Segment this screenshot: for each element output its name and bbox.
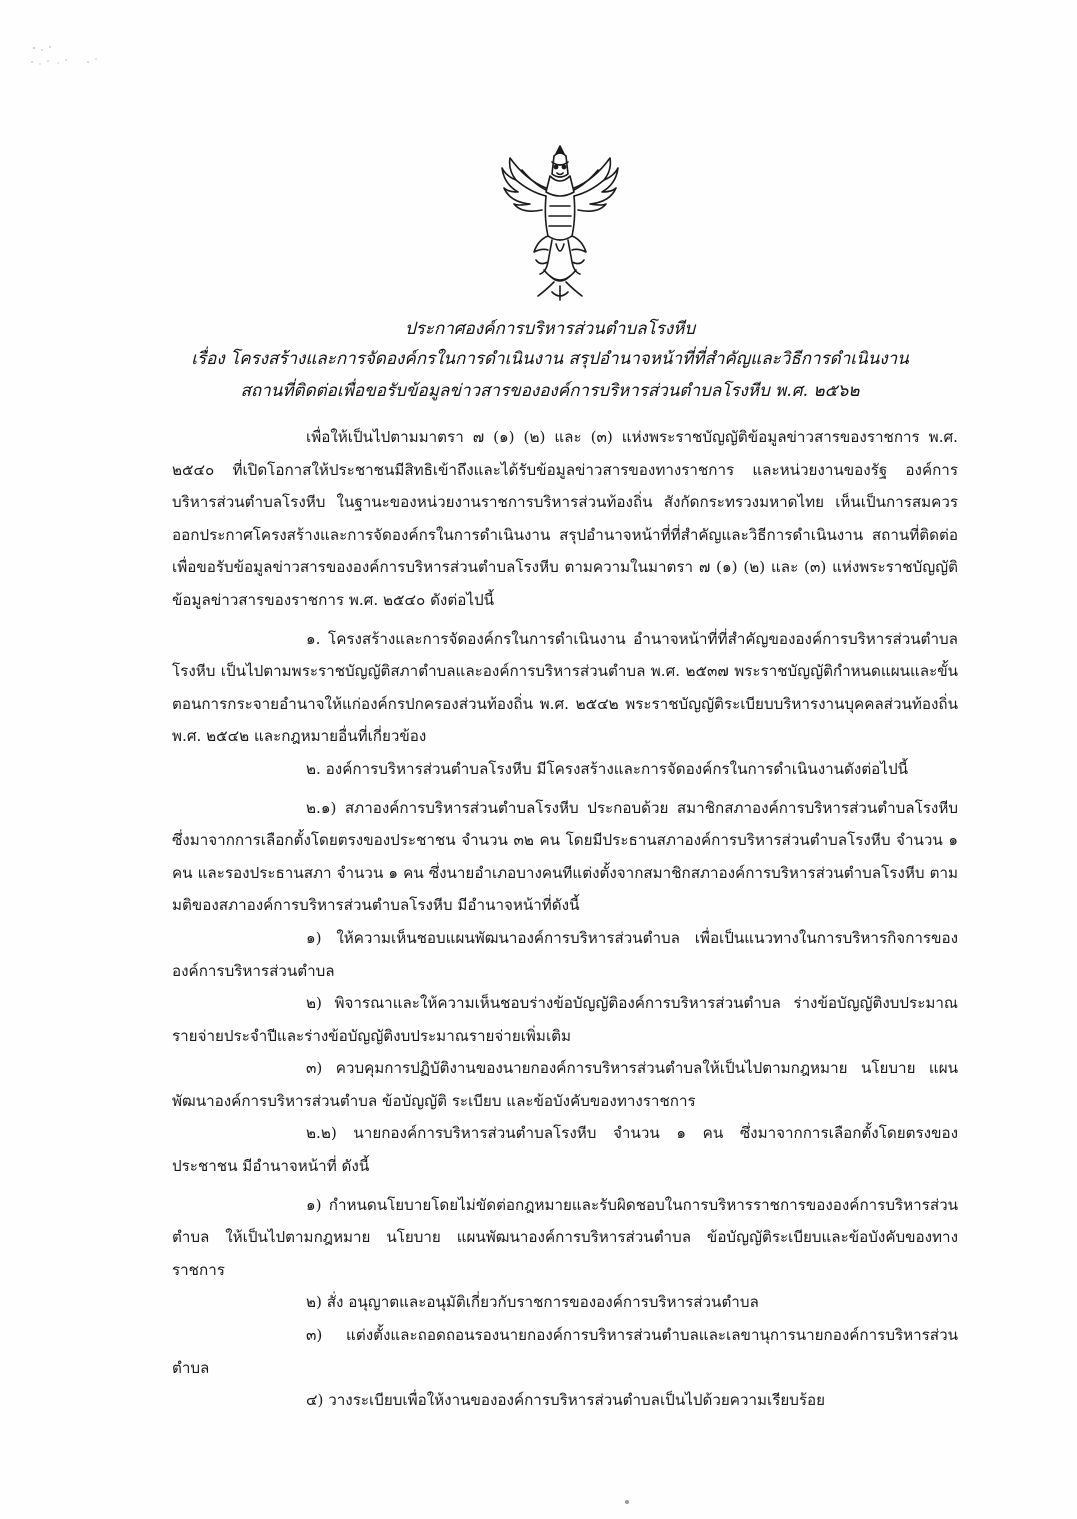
paragraph-section-2-2: ๒.๒) นายกองค์การบริหารส่วนตำบลโรงหีบ จำนวน ๑ คน ซึ่งมาจากการเลือกตั้งโดยตรงของประชาชน มีอำนาจหน้าที่ ดังนี้: [172, 1124, 958, 1176]
list-item: ๒) สั่ง อนุญาตและอนุมัติเกี่ยวกับราชการขององค์การบริหารส่วนตำบล: [306, 1293, 759, 1312]
announcement-body: [172, 421, 958, 1417]
announcement-subject: เรื่อง โครงสร้างและการจัดองค์กรในการดำเนินงาน สรุปอำนาจหน้าที่ที่สำคัญและวิธีการดำเนินงาน: [191, 349, 909, 369]
garuda-emblem-icon: [496, 140, 624, 305]
list-item: ๓) ควบคุมการปฏิบัติงานของนายกองค์การบริหารส่วนตำบลให้เป็นไปตามกฎหมาย นโยบาย แผนพัฒนาองค์การบริหารส่วนตำบล ข้อบัญญัติ ระเบียบ และข้อบังคับของทางราชการ: [172, 1059, 958, 1110]
scan-speck-marks: [28, 40, 108, 80]
list-item: ๑) กำหนดนโยบายโดยไม่ขัดต่อกฎหมายและรับผิดชอบในการบริหารราชการขององค์การบริหารส่วนตำบล ให้เป็นไปตามกฎหมาย นโยบาย แผนพัฒนาองค์การบริหารส่วนตำบล ข้อบัญญัติระเบียบและข้อบังคับของทางราชการ: [172, 1195, 958, 1279]
announcement-title: ประกาศองค์การบริหารส่วนตำบลโรงหีบ: [404, 319, 696, 339]
scan-dot-mark: [625, 1500, 629, 1504]
list-item: ๒) พิจารณาและให้ความเห็นชอบร่างข้อบัญญัติองค์การบริหารส่วนตำบล ร่างข้อบัญญัติงบประมาณรายจ่ายประจำปีและร่างข้อบัญญัติงบประมาณรายจ่ายเพิ่มเติม: [172, 994, 958, 1045]
announcement-subject-continued: สถานที่ติดต่อเพื่อขอรับข้อมูลข่าวสารขององค์การบริหารส่วนตำบลโรงหีบ พ.ศ. ๒๕๖๒: [240, 381, 860, 401]
paragraph-intro: เพื่อให้เป็นไปตามมาตรา ๗ (๑) (๒) และ (๓) แห่งพระราชบัญญัติข้อมูลข่าวสารของราชการ พ.ศ. ๒๕๔๐ ที่เปิดโอกาสให้ประชาชนมีสิทธิเข้าถึงและได้รับข้อมูลข่าวสารของทางราชการ และหน่วยงานของรัฐ องค์การบริหารส่วนตำบลโรงหีบ ในฐานะของหน่วยงานราชการบริหารส่วนท้องถิ่น สังกัดกระทรวงมหาดไทย เห็นเป็นการสมควรออกประกาศโครงสร้างและการจัดองค์กรในการดำเนินงาน สรุปอำนาจหน้าที่ที่สำคัญและวิธีการดำเนินงาน สถานที่ติดต่อเพื่อขอรับข้อมูลข่าวสารขององค์การบริหารส่วนตำบลโรงหีบ ตามความในมาตรา ๗ (๑) (๒) และ (๓) แห่งพระราชบัญญัติข้อมูลข่าวสารของราชการ พ.ศ. ๒๕๔๐ ดังต่อไปนี้: [172, 428, 958, 609]
paragraph-section-1: ๑. โครงสร้างและการจัดองค์กรในการดำเนินงาน อำนาจหน้าที่ที่สำคัญขององค์การบริหารส่วนตำบลโรงหีบ เป็นไปตามพระราชบัญญัติสภาตำบลและองค์การบริหารส่วนตำบล พ.ศ. ๒๕๓๗ พระราชบัญญัติกำหนดแผนและขั้นตอนการกระจายอำนาจให้แก่องค์กรปกครองส่วนท้องถิ่น พ.ศ. ๒๕๔๒ พระราชบัญญัติระเบียบบริหารงานบุคคลส่วนท้องถิ่น พ.ศ. ๒๕๔๒ และกฎหมายอื่นที่เกี่ยวข้อง: [172, 629, 958, 746]
list-item: ๔) วางระเบียบเพื่อให้งานขององค์การบริหารส่วนตำบลเป็นไปด้วยความเรียบร้อย: [306, 1391, 826, 1410]
list-item: ๑) ให้ความเห็นชอบแผนพัฒนาองค์การบริหารส่วนตำบล เพื่อเป็นแนวทางในการบริหารกิจการขององค์การบริหารส่วนตำบล: [172, 928, 958, 980]
paragraph-section-2-1: ๒.๑) สภาองค์การบริหารส่วนตำบลโรงหีบ ประกอบด้วย สมาชิกสภาองค์การบริหารส่วนตำบลโรงหีบ ซึ่งมาจากการเลือกตั้งโดยตรงของประชาชน จำนวน ๓๒ คน โดยมีประธานสภาองค์การบริหารส่วนตำบลโรงหีบ จำนวน ๑ คน และรองประธานสภา จำนวน ๑ คน ซึ่งนายอำเภอบางคนทีแต่งตั้งจากสมาชิกสภาองค์การบริหารส่วนตำบลโรงหีบ ตามมติของสภาองค์การบริหารส่วนตำบลโรงหีบ มีอำนาจหน้าที่ดังนี้: [172, 798, 958, 915]
paragraph-section-2: ๒. องค์การบริหารส่วนตำบลโรงหีบ มีโครงสร้างและการจัดองค์กรในการดำเนินงานดังต่อไปนี้: [306, 759, 908, 778]
list-item: ๓) แต่งตั้งและถอดถอนรองนายกองค์การบริหารส่วนตำบลและเลขานุการนายกองค์การบริหารส่วนตำบล: [172, 1326, 958, 1377]
